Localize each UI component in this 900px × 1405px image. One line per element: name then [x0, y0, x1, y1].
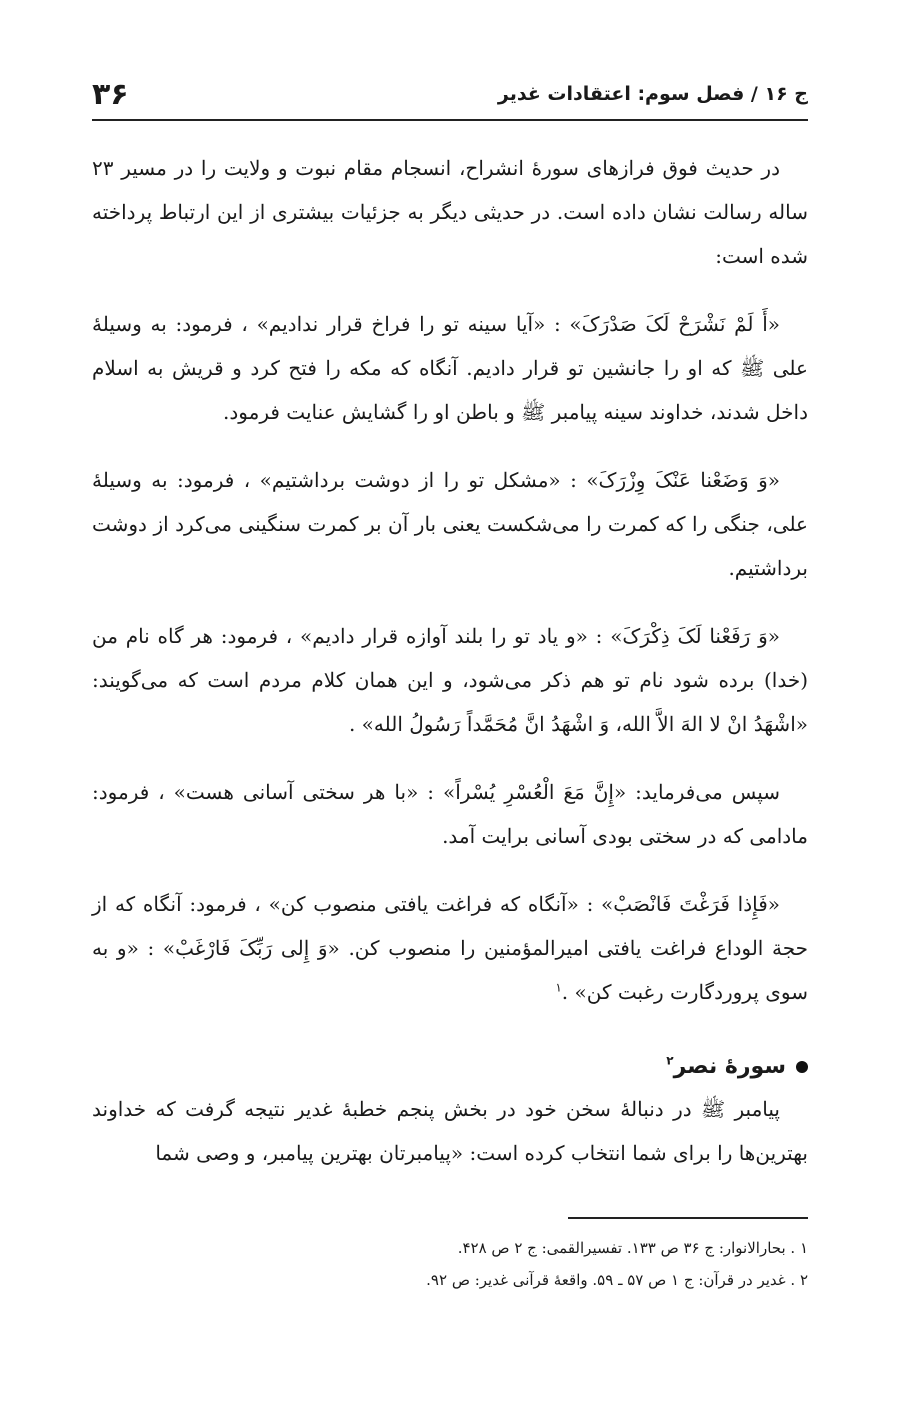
paragraph-with-footnote	[92, 882, 808, 1014]
paragraph: سپس می‌فرماید: «إِنَّ مَعَ الْعُسْرِ یُسْراً» : «با هر سختی آسانی هست» ، فرمود: مادامی که در سختی بودی آسانی برایت آمد.	[92, 780, 808, 848]
paragraph: «وَ وَضَعْنا عَنْکَ وِزْرَکَ» : «مشکل تو را از دوشت برداشتیم» ، فرمود: به وسیلهٔ علی، جنگی را که کمرت را می‌شکست یعنی بار آن بر کمرت سنگینی می‌کرد از دوشت برداشتیم.	[92, 468, 808, 580]
header-rule	[92, 119, 808, 121]
footnotes	[92, 1232, 808, 1296]
paragraph-text: «فَإِذا فَرَغْتَ فَانْصَبْ» : «آنگاه که فراغت یافتی منصوب کن» ، فرمود: آنگاه که از حجة الوداع فراغت یافتی امیرالمؤمنین را منصوب کن. «وَ إِلی رَبِّکَ فَارْغَبْ» : «و به سوی پروردگارت رغبت کن» .	[92, 892, 808, 1004]
main-text	[92, 146, 808, 1175]
footnote-item: ۲ . غدیر در قرآن: ج ۱ ص ۵۷ ـ ۵۹. واقعهٔ قرآنی غدیر: ص ۹۲.	[426, 1271, 808, 1289]
running-title: ج ۱۶ / فصل سوم: اعتقادات غدیر	[497, 83, 808, 105]
page-number: ۳۶	[92, 76, 129, 112]
paragraph: «أَ لَمْ نَشْرَحْ لَکَ صَدْرَکَ» : «آیا سینه تو را فراخ قرار ندادیم» ، فرمود: به وسیلهٔ علی ﷺ که او را جانشین تو قرار دادیم. آنگاه که مکه را فتح کرد و قریش به اسلام داخل شدند، خداوند سینه پیامبر ﷺ و باطن او را گشایش عنایت فرمود.	[92, 312, 808, 424]
section-heading	[92, 1054, 808, 1079]
page-header	[92, 74, 808, 114]
footnote-ref-1[interactable]: ۱	[555, 980, 562, 995]
section-title: سورهٔ نصر$^۲$	[666, 1053, 786, 1079]
paragraph: پیامبر ﷺ در دنبالهٔ سخن خود در بخش پنجم خطبهٔ غدیر نتیجه گرفت که خداوند بهترین‌ها را برای شما انتخاب کرده است: «پیامبرتان بهترین پیامبر، و وصی شما	[92, 1097, 808, 1165]
footnote-ref-2[interactable]: ۲	[666, 1053, 674, 1068]
paragraph: در حدیث فوق فرازهای سورهٔ انشراح، انسجام مقام نبوت و ولایت را در مسیر ۲۳ ساله رسالت نشان داده است. در حدیثی دیگر به جزئیات بیشتری از این ارتباط پرداخته شده است:	[92, 156, 808, 268]
bullet-icon	[796, 1061, 808, 1073]
paragraph: «وَ رَفَعْنا لَکَ ذِکْرَکَ» : «و یاد تو را بلند آوازه قرار دادیم» ، فرمود: هر گاه نام من (خدا) برده شود نام تو هم ذکر می‌شود، و این همان کلام مردم است که می‌گویند: «اشْهَدُ انْ لا الهَ الاَّ الله، وَ اشْهَدُ انَّ مُحَمَّداً رَسُولُ الله» .	[92, 624, 808, 736]
footnote-item: ۱ . بحارالانوار: ج ۳۶ ص ۱۳۳. تفسیرالقمی: ج ۲ ص ۴۲۸.	[457, 1239, 808, 1257]
footnote-rule	[568, 1217, 808, 1219]
